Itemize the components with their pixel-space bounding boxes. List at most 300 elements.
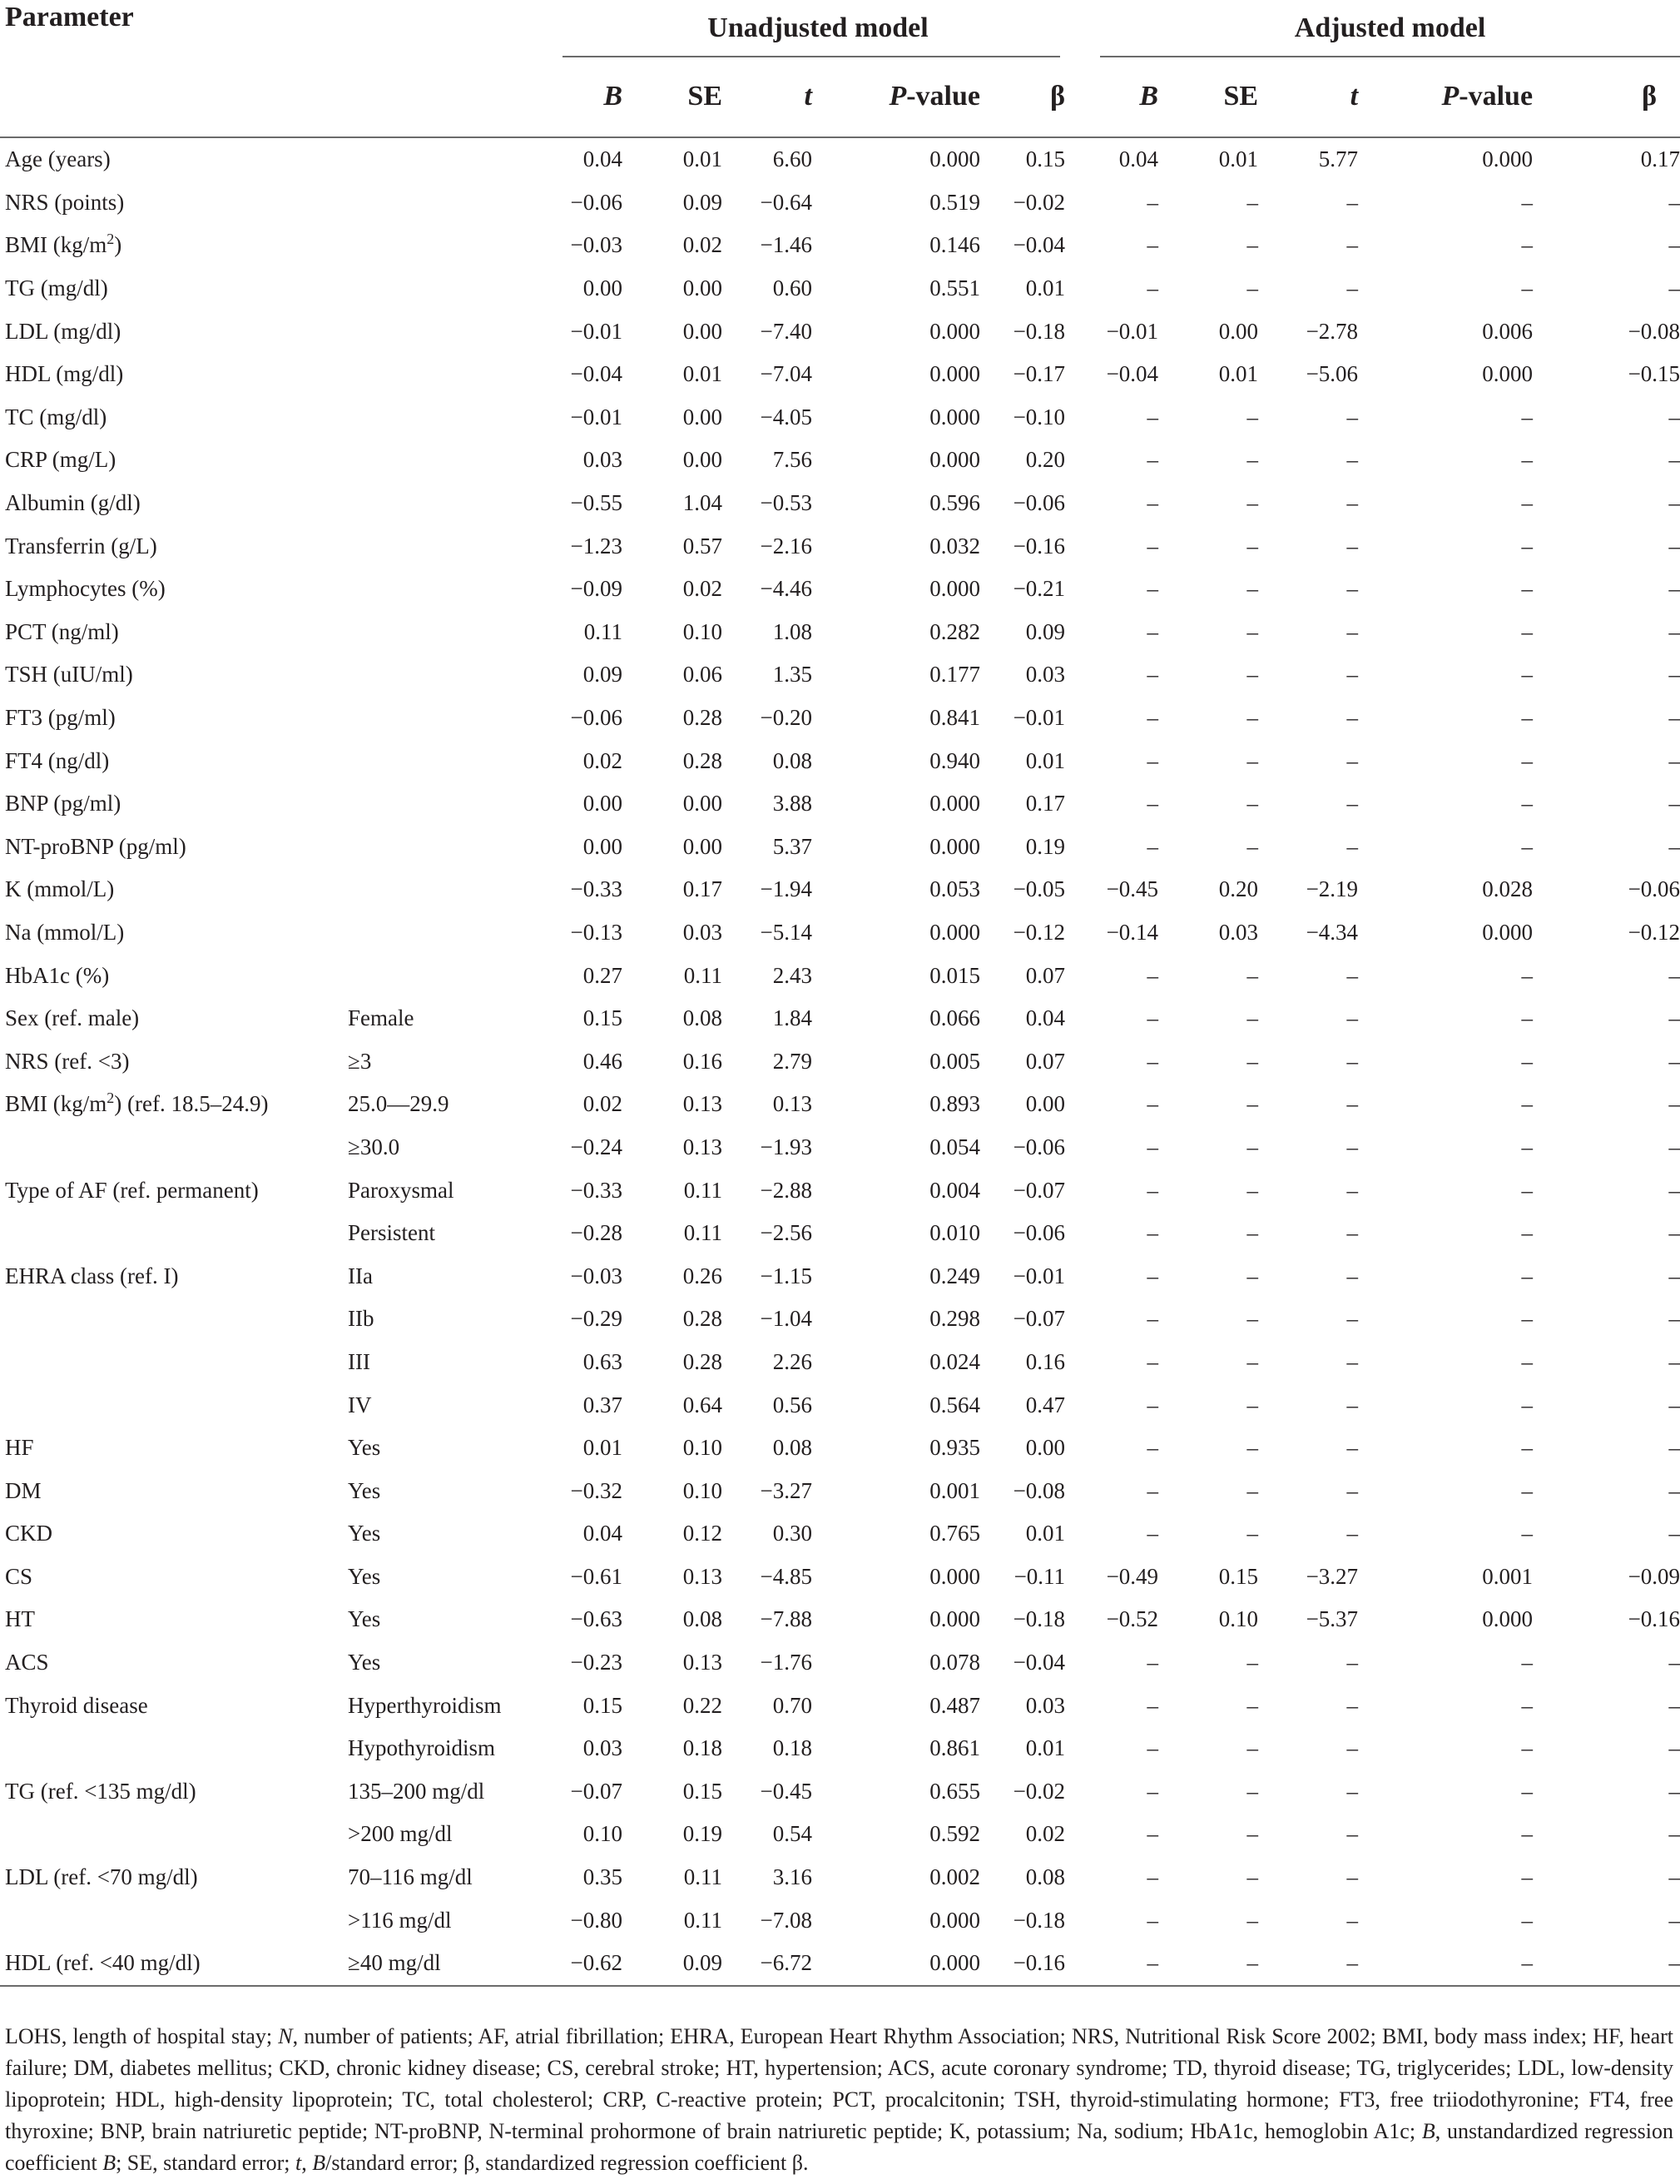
unadjusted-beta: 0.03 — [1025, 1692, 1066, 1718]
row-level: Hypothyroidism — [348, 1735, 496, 1761]
col-se-adjusted: SE — [1223, 81, 1259, 112]
row-parameter — [0, 439, 344, 482]
adjusted-beta: −0.12 — [1628, 919, 1680, 945]
unadjusted-beta: −0.05 — [1013, 876, 1066, 902]
adjusted-t: −4.34 — [1306, 919, 1359, 945]
adjusted-t: – — [1346, 1907, 1359, 1933]
unadjusted-b: 0.04 — [582, 1521, 622, 1546]
unadjusted-se: 0.00 — [682, 833, 722, 859]
adjusted-b: – — [1147, 232, 1159, 258]
footnote-segment: B — [102, 2151, 116, 2175]
adjusted-t: – — [1346, 1306, 1359, 1332]
row-parameter — [0, 697, 344, 740]
table-row — [0, 1126, 1680, 1169]
table-row — [0, 611, 1680, 654]
adjusted-t: – — [1346, 1134, 1359, 1159]
row-level: Yes — [348, 1477, 381, 1503]
parameter-label-tail: ) — [114, 232, 122, 258]
unadjusted-b: 0.15 — [582, 1005, 622, 1031]
adjusted-b: – — [1147, 576, 1159, 602]
adjusted-t: – — [1346, 1650, 1359, 1675]
adjusted-beta: – — [1668, 1907, 1680, 1933]
unadjusted-p: 0.000 — [929, 833, 980, 859]
unadjusted-b: −0.61 — [570, 1563, 622, 1589]
col-p-letter-adj: P — [1441, 81, 1459, 112]
unadjusted-p: 0.024 — [929, 1348, 980, 1374]
adjusted-b: – — [1147, 1220, 1159, 1246]
row-parameter — [0, 1598, 344, 1641]
unadjusted-se: 0.09 — [682, 1950, 722, 1976]
unadjusted-beta: 0.01 — [1025, 1735, 1066, 1761]
row-level: >116 mg/dl — [348, 1907, 452, 1933]
parameter-label: Type of AF (ref. permanent) — [5, 1177, 259, 1203]
adjusted-p: – — [1521, 1477, 1534, 1503]
unadjusted-p: 0.249 — [929, 1263, 980, 1288]
adjusted-p: – — [1521, 1177, 1534, 1203]
adjusted-b: – — [1147, 1263, 1159, 1288]
unadjusted-beta: 0.47 — [1025, 1392, 1066, 1417]
adjusted-se: – — [1246, 1435, 1259, 1461]
table-row — [0, 1899, 1680, 1942]
unadjusted-beta: −0.16 — [1013, 1950, 1066, 1976]
footnote-segment: /standard error; β, standardized regression coefficient β. — [325, 2151, 809, 2175]
adjusted-beta: – — [1668, 533, 1680, 558]
adjusted-se: – — [1246, 1950, 1259, 1976]
unadjusted-t: 0.18 — [772, 1735, 812, 1761]
unadjusted-p: 0.000 — [929, 1563, 980, 1589]
adjusted-se: – — [1246, 1778, 1259, 1804]
adjusted-t: – — [1346, 1477, 1359, 1503]
adjusted-t: −2.19 — [1306, 876, 1359, 902]
unadjusted-t: −1.04 — [760, 1306, 812, 1332]
unadjusted-t: −0.53 — [760, 490, 812, 516]
table-row — [0, 396, 1680, 439]
unadjusted-b: −0.24 — [570, 1134, 622, 1159]
table-row — [0, 1469, 1680, 1512]
adjusted-b: – — [1147, 1348, 1159, 1374]
adjusted-b: – — [1147, 962, 1159, 988]
unadjusted-t: 0.13 — [772, 1091, 812, 1117]
table-row — [0, 1254, 1680, 1298]
unadjusted-se: 0.00 — [682, 275, 722, 301]
adjusted-t: – — [1346, 705, 1359, 731]
unadjusted-beta: −0.16 — [1013, 533, 1066, 558]
row-level: ≥30.0 — [348, 1134, 400, 1159]
unadjusted-t: −7.04 — [760, 361, 812, 387]
table-row — [0, 1856, 1680, 1899]
adjusted-p: – — [1521, 447, 1534, 473]
unadjusted-se: 0.08 — [682, 1606, 722, 1632]
adjusted-b: −0.45 — [1106, 876, 1159, 902]
adjusted-se: – — [1246, 1005, 1259, 1031]
unadjusted-p: 0.002 — [929, 1864, 980, 1890]
adjusted-p: – — [1521, 1821, 1534, 1847]
parameter-superscript: 2 — [107, 1090, 115, 1107]
adjusted-t: – — [1346, 404, 1359, 429]
parameter-label: Age (years) — [5, 146, 111, 172]
adjusted-beta: – — [1668, 747, 1680, 773]
adjusted-se: – — [1246, 705, 1259, 731]
adjusted-b: – — [1147, 1091, 1159, 1117]
adjusted-t: – — [1346, 1435, 1359, 1461]
unadjusted-p: 0.066 — [929, 1005, 980, 1031]
unadjusted-p: 0.935 — [929, 1435, 980, 1461]
adjusted-t: – — [1346, 1005, 1359, 1031]
adjusted-p: – — [1521, 662, 1534, 687]
row-level: Paroxysmal — [348, 1177, 454, 1203]
col-t-adjusted: t — [1350, 81, 1359, 112]
row-level: >200 mg/dl — [348, 1821, 453, 1847]
adjusted-p: – — [1521, 618, 1534, 644]
unadjusted-se: 0.13 — [682, 1650, 722, 1675]
table-row — [0, 1813, 1680, 1856]
unadjusted-p: 0.765 — [929, 1521, 980, 1546]
row-parameter — [0, 826, 344, 869]
adjusted-beta: – — [1668, 1821, 1680, 1847]
adjusted-p: – — [1521, 490, 1534, 516]
adjusted-t: −5.06 — [1306, 361, 1359, 387]
row-parameter — [0, 1040, 344, 1083]
unadjusted-p: 0.005 — [929, 1048, 980, 1074]
table-row — [0, 1512, 1680, 1556]
adjusted-p: – — [1521, 705, 1534, 731]
row-parameter — [0, 1341, 344, 1384]
adjusted-p: – — [1521, 1735, 1534, 1761]
row-level — [344, 138, 559, 181]
unadjusted-b: 0.37 — [582, 1392, 622, 1417]
col-beta-adjusted: β — [1642, 81, 1658, 112]
row-parameter — [0, 1942, 344, 1986]
unadjusted-se: 0.00 — [682, 318, 722, 344]
adjusted-se: – — [1246, 1692, 1259, 1718]
parameter-label: CKD — [5, 1521, 53, 1546]
adjusted-p: – — [1521, 1650, 1534, 1675]
adjusted-beta: – — [1668, 1220, 1680, 1246]
unadjusted-b: 0.02 — [582, 1091, 622, 1117]
parameter-label: BMI (kg/m — [5, 1091, 107, 1117]
adjusted-se: – — [1246, 447, 1259, 473]
footnote-segment: LOHS, length of hospital stay; — [5, 2024, 279, 2048]
adjusted-se: 0.01 — [1218, 361, 1259, 387]
table-row — [0, 181, 1680, 225]
adjusted-model-header — [1100, 0, 1680, 57]
unadjusted-b: 0.35 — [582, 1864, 622, 1890]
unadjusted-t: 6.60 — [772, 146, 812, 172]
row-level — [344, 611, 559, 654]
adjusted-se: – — [1246, 1821, 1259, 1847]
adjusted-model-label: Adjusted model — [1294, 12, 1486, 43]
row-level: ≥40 mg/dl — [348, 1950, 441, 1976]
unadjusted-t: 2.79 — [772, 1048, 812, 1074]
unadjusted-p: 0.841 — [929, 705, 980, 731]
unadjusted-beta: −0.18 — [1013, 318, 1066, 344]
adjusted-t: – — [1346, 1091, 1359, 1117]
row-parameter — [0, 1126, 344, 1169]
table-row — [0, 1383, 1680, 1427]
adjusted-t: – — [1346, 447, 1359, 473]
unadjusted-beta: 0.01 — [1025, 275, 1066, 301]
unadjusted-beta: −0.21 — [1013, 576, 1066, 602]
row-parameter — [0, 482, 344, 525]
parameter-label: HT — [5, 1606, 35, 1632]
adjusted-t: – — [1346, 1263, 1359, 1288]
unadjusted-beta: −0.01 — [1013, 705, 1066, 731]
adjusted-b: – — [1147, 1048, 1159, 1074]
adjusted-b: – — [1147, 533, 1159, 558]
adjusted-beta: – — [1668, 618, 1680, 644]
unadjusted-b: −0.23 — [570, 1650, 622, 1675]
unadjusted-t: 0.08 — [772, 747, 812, 773]
unadjusted-b: 0.46 — [582, 1048, 622, 1074]
adjusted-t: – — [1346, 1348, 1359, 1374]
unadjusted-beta: 0.17 — [1025, 791, 1066, 817]
row-level: Yes — [348, 1606, 381, 1632]
adjusted-beta: – — [1668, 662, 1680, 687]
adjusted-p: – — [1521, 1435, 1534, 1461]
adjusted-beta: – — [1668, 447, 1680, 473]
footnote-segment: B — [312, 2151, 326, 2175]
unadjusted-beta: 0.02 — [1025, 1821, 1066, 1847]
table-row — [0, 1684, 1680, 1727]
unadjusted-beta: 0.15 — [1025, 146, 1066, 172]
row-level: Yes — [348, 1435, 381, 1461]
unadjusted-se: 0.28 — [682, 705, 722, 731]
adjusted-se: – — [1246, 1650, 1259, 1675]
parameter-label: DM — [5, 1477, 42, 1503]
adjusted-p: – — [1521, 1048, 1534, 1074]
unadjusted-p: 0.000 — [929, 318, 980, 344]
table-body — [0, 138, 1680, 1986]
parameter-label: Transferrin (g/L) — [5, 533, 157, 558]
table-row — [0, 826, 1680, 869]
unadjusted-beta: −0.04 — [1013, 232, 1066, 258]
table-row — [0, 1770, 1680, 1814]
adjusted-b: – — [1147, 1650, 1159, 1675]
unadjusted-b: −0.28 — [570, 1220, 622, 1246]
adjusted-se: – — [1246, 1306, 1259, 1332]
table-row — [0, 439, 1680, 482]
adjusted-beta: – — [1668, 490, 1680, 516]
row-level — [344, 524, 559, 568]
unadjusted-beta: −0.02 — [1013, 1778, 1066, 1804]
adjusted-beta: −0.08 — [1628, 318, 1680, 344]
unadjusted-t: −1.46 — [760, 232, 812, 258]
unadjusted-b: −0.07 — [570, 1778, 622, 1804]
unadjusted-t: −0.45 — [760, 1778, 812, 1804]
adjusted-beta: – — [1668, 1263, 1680, 1288]
unadjusted-p: 0.177 — [929, 662, 980, 687]
unadjusted-b: −0.01 — [570, 318, 622, 344]
row-parameter — [0, 911, 344, 955]
col-p-adjusted — [1391, 57, 1558, 137]
unadjusted-p: 0.282 — [929, 618, 980, 644]
adjusted-t: −2.78 — [1306, 318, 1359, 344]
unadjusted-se: 0.18 — [682, 1735, 722, 1761]
row-level: IIa — [348, 1263, 373, 1288]
unadjusted-se: 0.16 — [682, 1048, 722, 1074]
unadjusted-t: 3.88 — [772, 791, 812, 817]
adjusted-se: – — [1246, 833, 1259, 859]
unadjusted-se: 0.00 — [682, 404, 722, 429]
adjusted-se: – — [1246, 791, 1259, 817]
adjusted-beta: – — [1668, 1692, 1680, 1718]
adjusted-p: – — [1521, 747, 1534, 773]
adjusted-t: – — [1346, 1177, 1359, 1203]
parameter-superscript: 2 — [107, 231, 115, 248]
unadjusted-p: 0.861 — [929, 1735, 980, 1761]
unadjusted-se: 0.28 — [682, 747, 722, 773]
adjusted-se: – — [1246, 1177, 1259, 1203]
unadjusted-p: 0.053 — [929, 876, 980, 902]
row-parameter — [0, 1169, 344, 1212]
footnote-segment: , number of patients; AF, atrial fibrillation; EHRA, European Heart Rhythm Association; NRS, Nutritional Risk Score 2002; BMI, body mass index; HF, heart failure; DM, diabetes mellitus; CKD, chronic kidney disease; CS, cerebral stroke; HT, hypertension; ACS, acute coronary syndrome; TD, thyroid disease; TG, triglycerides; LDL, low-density lipoprotein; HDL, high-density lipoprotein; TC, total cholesterol; CRP, C-reactive protein; PCT, procalcitonin; TSH, thyroid-stimulating hormone; FT3, free triiodothyronine; FT4, free thyroxine; BNP, brain natriuretic peptide; NT-proBNP, N-terminal prohormone of brain natriuretic peptide; K, potassium; Na, sodium; HbA1c, hemoglobin A1c; — [5, 2024, 1673, 2143]
unadjusted-p: 0.001 — [929, 1477, 980, 1503]
adjusted-se: – — [1246, 662, 1259, 687]
table-row — [0, 1727, 1680, 1770]
unadjusted-beta: −0.01 — [1013, 1263, 1066, 1288]
parameter-label: HDL (mg/dl) — [5, 361, 124, 387]
col-p-unadjusted — [834, 57, 992, 137]
table-row — [0, 954, 1680, 997]
col-p-suffix: -value — [906, 81, 980, 112]
adjusted-beta: – — [1668, 1048, 1680, 1074]
unadjusted-se: 0.26 — [682, 1263, 722, 1288]
parameter-label: TSH (uIU/ml) — [5, 662, 133, 687]
row-parameter — [0, 568, 344, 611]
unadjusted-b: −0.04 — [570, 361, 622, 387]
unadjusted-t: 0.30 — [772, 1521, 812, 1546]
unadjusted-p: 0.519 — [929, 189, 980, 215]
adjusted-t: – — [1346, 1048, 1359, 1074]
adjusted-b: −0.04 — [1106, 361, 1159, 387]
col-p-suffix-adj: -value — [1459, 81, 1534, 112]
parameter-label: CS — [5, 1563, 33, 1589]
adjusted-b: – — [1147, 1177, 1159, 1203]
adjusted-se: – — [1246, 1735, 1259, 1761]
adjusted-b: – — [1147, 1821, 1159, 1847]
adjusted-p: 0.000 — [1482, 919, 1534, 945]
unadjusted-b: 0.00 — [582, 275, 622, 301]
unadjusted-beta: −0.06 — [1013, 1220, 1066, 1246]
unadjusted-b: 0.03 — [582, 1735, 622, 1761]
adjusted-se: – — [1246, 232, 1259, 258]
adjusted-b: – — [1147, 1134, 1159, 1159]
row-parameter — [0, 1212, 344, 1255]
unadjusted-t: −7.08 — [760, 1907, 812, 1933]
adjusted-beta: – — [1668, 1348, 1680, 1374]
row-parameter — [0, 997, 344, 1040]
table-row — [0, 353, 1680, 396]
adjusted-t: – — [1346, 275, 1359, 301]
row-level: Yes — [348, 1650, 381, 1675]
adjusted-b: – — [1147, 705, 1159, 731]
unadjusted-t: −0.20 — [760, 705, 812, 731]
row-level — [344, 911, 559, 955]
unadjusted-b: −0.62 — [570, 1950, 622, 1976]
adjusted-se: – — [1246, 1134, 1259, 1159]
unadjusted-underline — [562, 56, 1060, 57]
adjusted-t: – — [1346, 1220, 1359, 1246]
unadjusted-b: −0.33 — [570, 876, 622, 902]
table-row — [0, 1298, 1680, 1341]
row-parameter — [0, 396, 344, 439]
adjusted-beta: – — [1668, 189, 1680, 215]
row-level: III — [348, 1348, 370, 1374]
adjusted-beta: – — [1668, 791, 1680, 817]
unadjusted-b: −0.63 — [570, 1606, 622, 1632]
adjusted-p: 0.000 — [1482, 146, 1534, 172]
adjusted-se: – — [1246, 1477, 1259, 1503]
adjusted-se: – — [1246, 962, 1259, 988]
adjusted-b: – — [1147, 447, 1159, 473]
adjusted-p: – — [1521, 1134, 1534, 1159]
parameter-label: BNP (pg/ml) — [5, 791, 121, 817]
unadjusted-beta: −0.07 — [1013, 1177, 1066, 1203]
unadjusted-beta: 0.03 — [1025, 662, 1066, 687]
adjusted-beta: −0.06 — [1628, 876, 1680, 902]
adjusted-p: – — [1521, 962, 1534, 988]
adjusted-p: 0.028 — [1482, 876, 1534, 902]
row-level: Persistent — [348, 1220, 435, 1246]
unadjusted-se: 0.08 — [682, 1005, 722, 1031]
parameter-label: ACS — [5, 1650, 49, 1675]
adjusted-p: – — [1521, 1907, 1534, 1933]
unadjusted-se: 0.10 — [682, 1435, 722, 1461]
row-parameter — [0, 1254, 344, 1298]
unadjusted-p: 0.004 — [929, 1177, 980, 1203]
unadjusted-b: −0.09 — [570, 576, 622, 602]
row-level — [344, 439, 559, 482]
adjusted-p: – — [1521, 1950, 1534, 1976]
table-row — [0, 911, 1680, 955]
adjusted-b: −0.01 — [1106, 318, 1159, 344]
footnote-segment: B — [1421, 2119, 1435, 2143]
parameter-label: FT3 (pg/ml) — [5, 705, 116, 731]
adjusted-se: 0.01 — [1218, 146, 1259, 172]
unadjusted-p: 0.000 — [929, 1907, 980, 1933]
unadjusted-t: −1.76 — [760, 1650, 812, 1675]
unadjusted-se: 0.09 — [682, 189, 722, 215]
adjusted-b: – — [1147, 1392, 1159, 1417]
adjusted-p: – — [1521, 1392, 1534, 1417]
unadjusted-t: −4.46 — [760, 576, 812, 602]
adjusted-beta: – — [1668, 1392, 1680, 1417]
adjusted-b: 0.04 — [1118, 146, 1159, 172]
row-parameter — [0, 1727, 344, 1770]
unadjusted-t: −5.14 — [760, 919, 812, 945]
row-level: Female — [348, 1005, 414, 1031]
row-level — [344, 310, 559, 353]
row-parameter — [0, 954, 344, 997]
unadjusted-se: 0.13 — [682, 1563, 722, 1589]
row-level: 135–200 mg/dl — [348, 1778, 485, 1804]
adjusted-t: – — [1346, 189, 1359, 215]
unadjusted-t: 7.56 — [772, 447, 812, 473]
adjusted-beta: – — [1668, 1091, 1680, 1117]
row-level: ≥3 — [348, 1048, 372, 1074]
unadjusted-t: −7.40 — [760, 318, 812, 344]
unadjusted-p: 0.078 — [929, 1650, 980, 1675]
unadjusted-b: −0.06 — [570, 705, 622, 731]
adjusted-se: – — [1246, 404, 1259, 429]
row-level — [344, 653, 559, 697]
parameter-label: LDL (ref. <70 mg/dl) — [5, 1864, 198, 1890]
row-parameter — [0, 739, 344, 782]
unadjusted-p: 0.298 — [929, 1306, 980, 1332]
adjusted-b: – — [1147, 1907, 1159, 1933]
table-row — [0, 1427, 1680, 1470]
adjusted-b: – — [1147, 275, 1159, 301]
